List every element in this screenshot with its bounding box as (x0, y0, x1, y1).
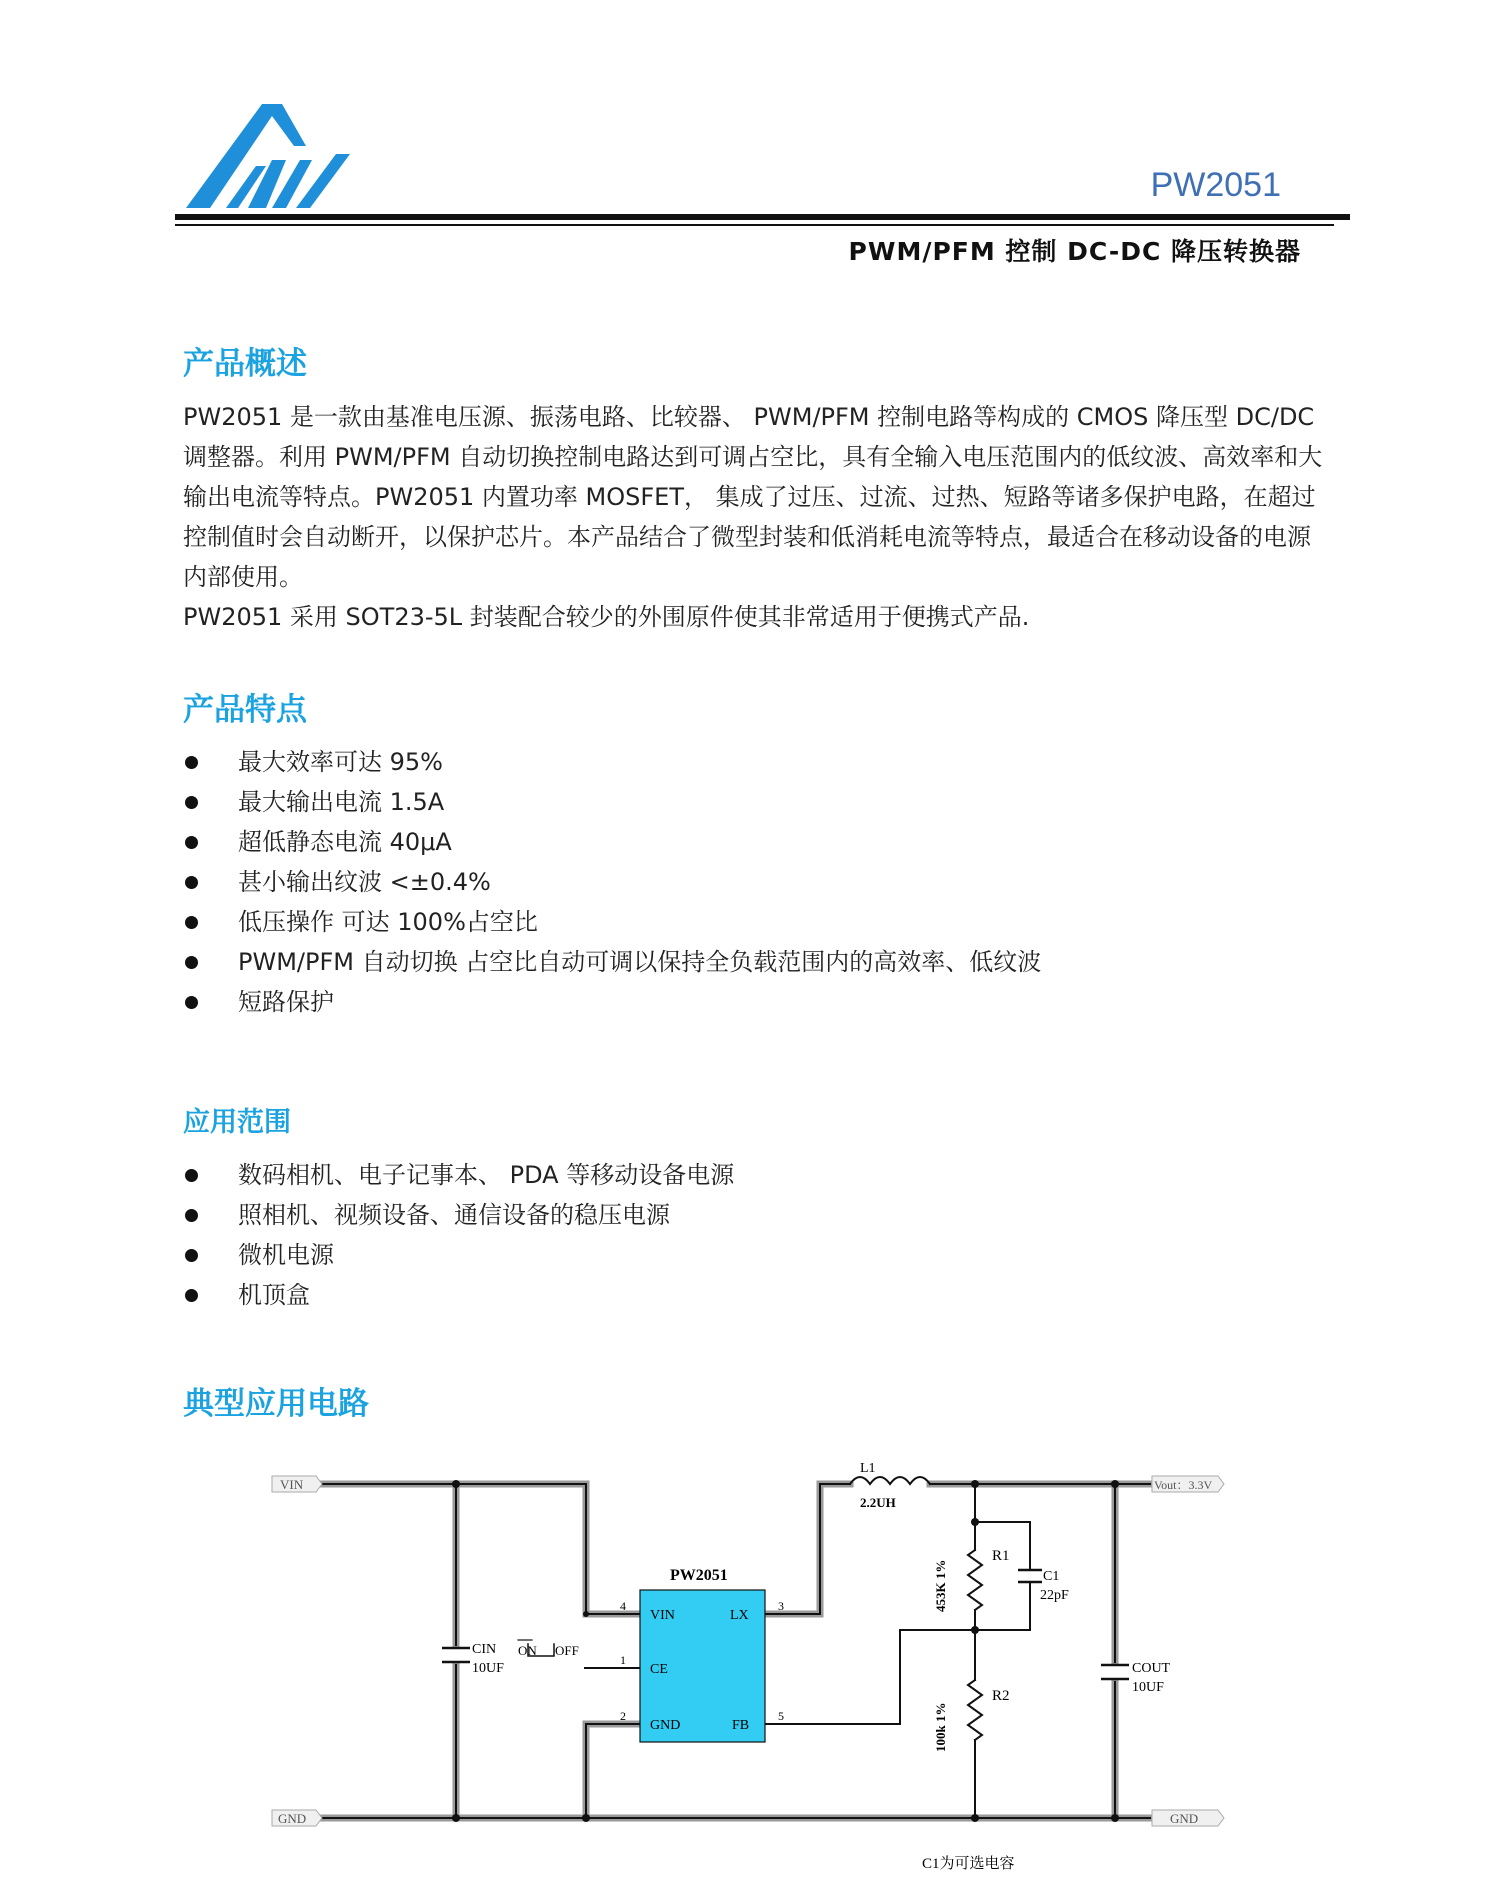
overview-paragraph: PW2051 是一款由基准电压源、振荡电路、比较器、 PWM/PFM 控制电路等构成的 CMOS 降压型 DC/DC 调整器。利用 PWM/PFM 自动切换控制电路达到可调占空比，具有全输入电压范围内的低纹波、高效率和大输出电流等特点。PW2051 内置功率 MOSFET， 集成了过压、过流、过热、短路等诸多保护电路，在超过控制值时会自动断开，以保护芯片。本产品结合了微型封装和低消耗电流等特点，最适合在移动设备的电源内部使用。 (183, 403, 1323, 591)
overview-heading: 产品概述 (183, 346, 307, 382)
company-logo (186, 104, 350, 212)
inductor-value: 2.2UH (860, 1495, 896, 1510)
cin-name: CIN (472, 1642, 497, 1657)
list-item-text: 微机电源 (238, 1241, 334, 1269)
ic-pin-fb: FB (732, 1718, 750, 1733)
ic-pin-gnd: GND (650, 1718, 681, 1733)
cin-value: 10UF (472, 1661, 504, 1676)
applications-list (183, 1155, 734, 1315)
list-item-text: 照相机、视频设备、通信设备的稳压电源 (238, 1201, 670, 1229)
ic-name: PW2051 (670, 1567, 728, 1584)
ic-pin-vin: VIN (650, 1608, 675, 1623)
features-list (183, 742, 1041, 1022)
header-rule-thin (175, 224, 1334, 226)
ic-pin-ce: CE (650, 1662, 668, 1677)
circuit-heading: 典型应用电路 (183, 1386, 369, 1422)
gnd-out-label: GND (1170, 1811, 1199, 1826)
list-item (183, 1155, 734, 1195)
bullet-icon (185, 916, 198, 929)
list-item (183, 742, 1041, 782)
list-item-text: 低压操作 可达 100%占空比 (238, 908, 538, 936)
list-item (183, 1275, 734, 1315)
list-item-text: PWM/PFM 自动切换 占空比自动可调以保持全负载范围内的高效率、低纹波 (238, 948, 1042, 976)
header-rule (175, 214, 1350, 220)
bullet-icon (185, 756, 198, 769)
inductor-name: L1 (860, 1461, 876, 1476)
list-item (183, 982, 1041, 1022)
switch-off-label: OFF (555, 1643, 579, 1658)
vin-label: VIN (280, 1477, 304, 1492)
application-circuit (270, 1460, 1250, 1880)
list-item (183, 862, 1041, 902)
r2-value: 100k 1% (933, 1702, 948, 1752)
list-item (183, 782, 1041, 822)
bullet-icon (185, 1289, 198, 1302)
overview-body (183, 397, 1333, 637)
list-item-text: 短路保护 (238, 988, 334, 1016)
cout-name: COUT (1132, 1661, 1171, 1676)
c1-name: C1 (1043, 1569, 1060, 1584)
list-item (183, 1235, 734, 1275)
bullet-icon (185, 796, 198, 809)
list-item (183, 902, 1041, 942)
list-item-text: 超低静态电流 40μA (238, 828, 452, 856)
cout-value: 10UF (1132, 1680, 1164, 1695)
r1-name: R1 (992, 1548, 1010, 1564)
pin-number-vin: 4 (620, 1599, 626, 1613)
document-subtitle: PWM/PFM 控制 DC-DC 降压转换器 (848, 237, 1301, 266)
pin-number-fb: 5 (778, 1709, 784, 1723)
r2-name: R2 (992, 1688, 1010, 1704)
pin-number-lx: 3 (778, 1599, 784, 1613)
list-item-text: 最大输出电流 1.5A (238, 788, 445, 816)
list-item-text: 最大效率可达 95% (238, 748, 443, 776)
r1-value: 453K 1% (933, 1559, 948, 1612)
list-item (183, 942, 1041, 982)
circuit-note: C1为可选电容 (922, 1856, 1015, 1872)
vout-label: Vout：3.3V (1154, 1478, 1213, 1492)
list-item-text: 甚小输出纹波 <±0.4% (238, 868, 491, 896)
ic-pin-lx: LX (730, 1608, 749, 1623)
bullet-icon (185, 1169, 198, 1182)
list-item-text: 数码相机、电子记事本、 PDA 等移动设备电源 (238, 1161, 735, 1189)
bullet-icon (185, 1249, 198, 1262)
bullet-icon (185, 996, 198, 1009)
pin-number-gnd: 2 (620, 1709, 626, 1723)
gnd-label: GND (278, 1811, 307, 1826)
switch-on-label: ON (518, 1643, 537, 1658)
applications-heading: 应用范围 (183, 1107, 291, 1138)
bullet-icon (185, 956, 198, 969)
model-number: PW2051 (1150, 166, 1281, 204)
bullet-icon (185, 876, 198, 889)
overview-paragraph: PW2051 采用 SOT23-5L 封装配合较少的外围原件使其非常适用于便携式产品. (183, 603, 1030, 631)
list-item (183, 822, 1041, 862)
c1-value: 22pF (1040, 1588, 1069, 1603)
pin-number-ce: 1 (620, 1653, 626, 1667)
bullet-icon (185, 836, 198, 849)
list-item-text: 机顶盒 (238, 1281, 310, 1309)
bullet-icon (185, 1209, 198, 1222)
list-item (183, 1195, 734, 1235)
features-heading: 产品特点 (183, 692, 307, 728)
